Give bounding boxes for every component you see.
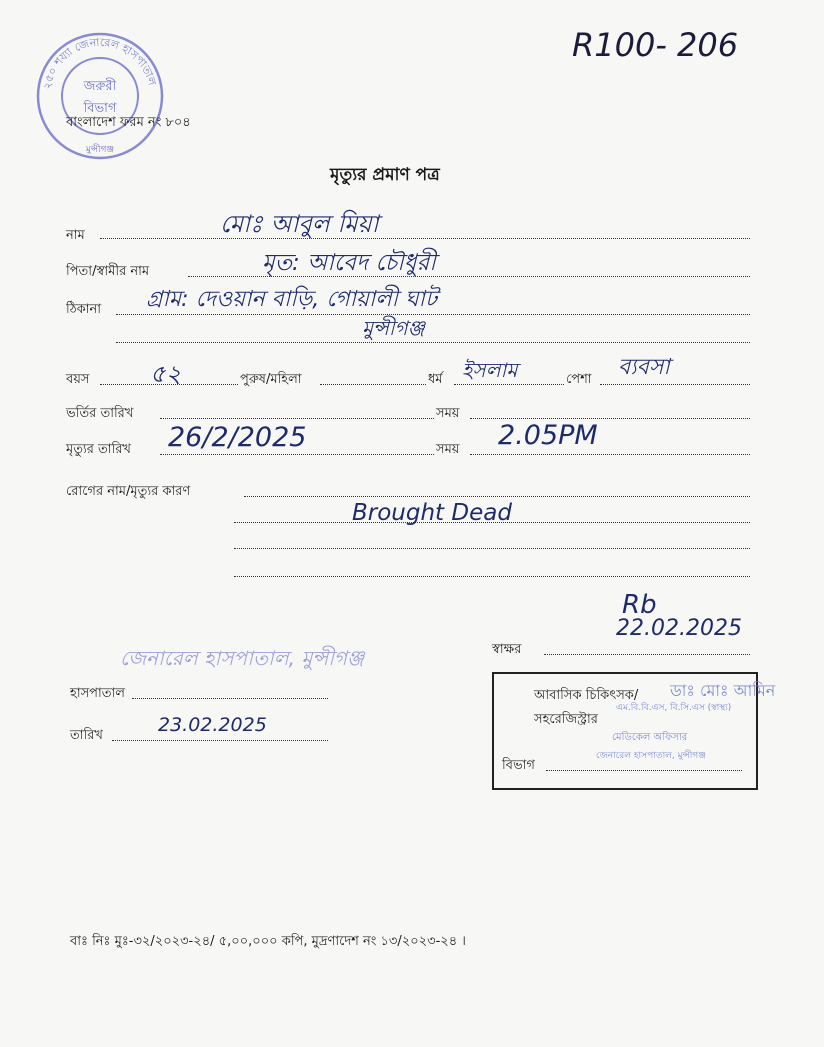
cause-label: রোগের নাম/মৃত্যুর কারণ <box>66 484 191 499</box>
admission-date-label: ভর্তির তারিখ <box>66 406 134 421</box>
cause-value: Brought Dead <box>352 500 512 526</box>
address-label: ঠিকানা <box>66 302 102 317</box>
occupation-value: ব্যবসা <box>618 355 670 380</box>
reference-number: R100- 206 <box>572 26 739 64</box>
death-date-value: 26/2/2025 <box>168 422 307 453</box>
address-line-2 <box>116 342 750 343</box>
death-time-label: সময় <box>436 442 460 457</box>
signature-line <box>544 654 750 655</box>
cause-line-4 <box>234 576 750 577</box>
death-date-line <box>160 454 434 455</box>
death-time-value: 2.05PM <box>498 420 598 451</box>
date-line <box>112 740 328 741</box>
round-stamp-inner-bottom: বিভাগ <box>83 101 117 116</box>
department-line <box>546 770 742 771</box>
cause-line-3 <box>234 548 750 549</box>
footer-print-info: বাঃ নিঃ মুঃ-৩২/২০২৩-২৪/ ৫,০০,০০০ কপি, মুদ্রণাদেশ নং ১৩/২০২৩-২৪ । <box>70 934 466 949</box>
admission-time-line <box>470 418 750 419</box>
death-date-label: মৃত্যুর তারিখ <box>66 442 131 457</box>
gender-label: পুরুষ/মহিলা <box>240 372 302 387</box>
father-label: পিতা/স্বামীর নাম <box>66 264 150 279</box>
admission-time-label: সময় <box>436 406 460 421</box>
name-label: নাম <box>66 228 85 243</box>
name-line <box>100 238 750 239</box>
address-value-line1: গ্রাম: দেওয়ান বাড়ি, গোয়ালী ঘাট <box>146 287 437 312</box>
signature-date: 22.02.2025 <box>616 616 742 641</box>
age-value: ৫২ <box>150 360 182 388</box>
date-value: 23.02.2025 <box>158 714 267 736</box>
officer-title-line2: সহরেজিস্ট্রার <box>534 712 598 727</box>
father-value: মৃত: আবেদ চৌধুরী <box>262 250 436 276</box>
religion-label: ধর্ম <box>428 372 443 387</box>
round-stamp-outer-text: ২৫০ শয্যা জেনারেল হাসপাতাল <box>40 35 159 91</box>
round-stamp-inner-top: জরুরী <box>83 79 117 94</box>
name-value: মোঃ আবুল মিয়া <box>220 210 379 238</box>
signature-initials: Rb <box>622 590 657 620</box>
gender-line <box>320 384 426 385</box>
cause-line-1 <box>244 496 750 497</box>
age-label: বয়স <box>66 372 90 387</box>
officer-stamp-line1: এম.বি.বি.এস, বি.সি.এস (স্বাস্থ্য) <box>616 703 732 713</box>
hospital-label: হাসপাতাল <box>70 686 125 701</box>
admission-date-line <box>160 418 434 419</box>
address-value-line2: মুন্সীগঞ্জ <box>362 316 425 340</box>
hospital-stamp: জেনারেল হাসপাতাল, মুন্সীগঞ্জ <box>120 646 365 670</box>
date-label: তারিখ <box>70 728 103 743</box>
department-label: বিভাগ <box>502 758 535 773</box>
occupation-label: পেশা <box>566 372 592 387</box>
signature-label: স্বাক্ষর <box>492 642 522 657</box>
round-stamp <box>34 30 166 162</box>
religion-value: ইসলাম <box>462 358 518 382</box>
round-stamp-bottom-text: মুন্সীগঞ্জ <box>85 145 115 155</box>
hospital-line <box>132 698 328 699</box>
officer-stamp-line2: মেডিকেল অফিসার <box>612 732 688 743</box>
officer-title-line1: আবাসিক চিকিৎসক/ <box>534 688 639 703</box>
death-time-line <box>470 454 750 455</box>
form-number: বাংলাদেশ ফরম নং ৮০৪ <box>66 115 191 130</box>
officer-stamp-line3: জেনারেল হাসপাতাল, মুন্সীগঞ্জ <box>596 751 706 761</box>
page-title: মৃত্যুর প্রমাণ পত্র <box>330 165 440 185</box>
officer-stamp-name: ডাঃ মোঃ আমিন <box>670 681 776 700</box>
